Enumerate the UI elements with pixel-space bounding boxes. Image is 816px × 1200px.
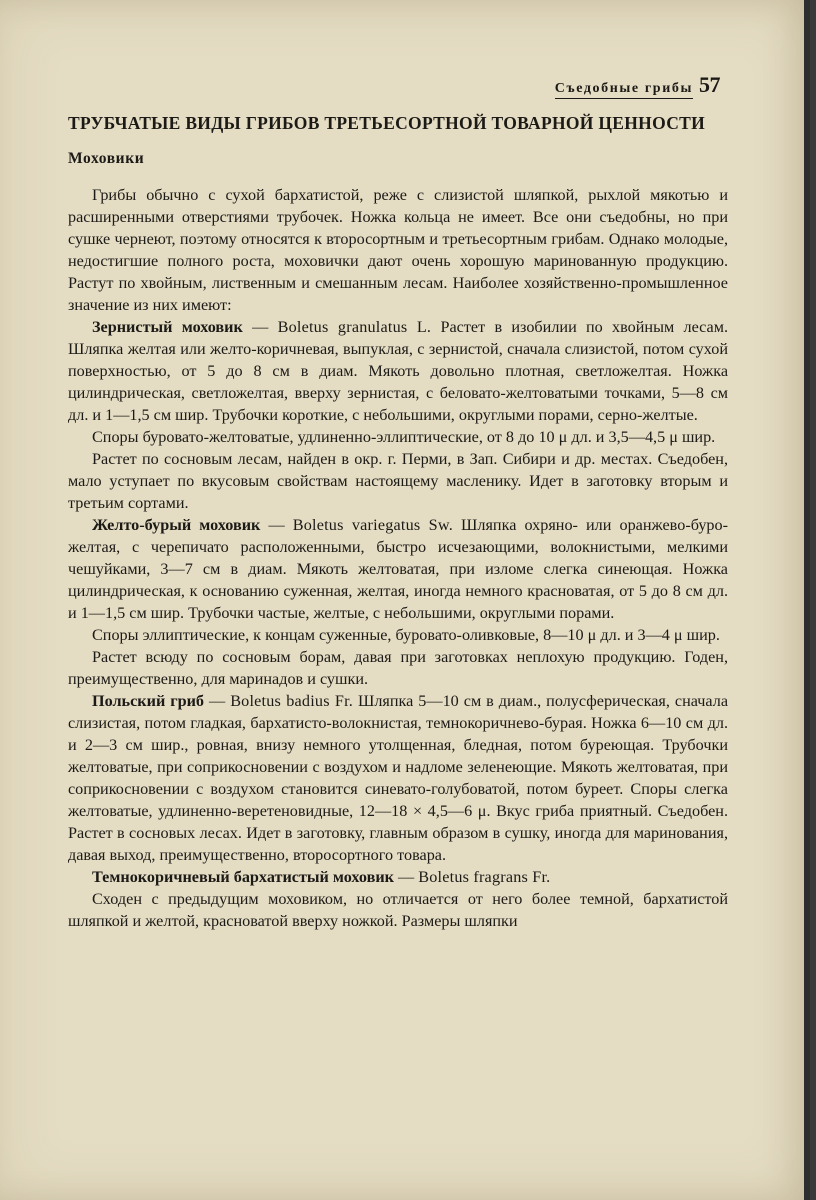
paragraph-species-granulatus bbox=[68, 316, 728, 426]
em-dash: — bbox=[242, 318, 278, 336]
paragraph-intro: Грибы обычно с сухой бархатистой, реже с слизистой шляпкой, рыхлой мякотью и расширенными отверстиями трубочек. Ножка кольца не имеет. Все они съедобны, но при сушке чернеют, поэтому относятся к второсортным и третьесортным грибам. Однако молодые, недостигшие полного роста, моховички дают очень хорошую маринованную продукцию. Растут по хвойным, лиственным и смешанным лесам. Наиболее хозяйственно-промышленное значение из них имеют: bbox=[68, 186, 728, 314]
species-description: Шляпка охряно- или оранжево-буро-желтая, с черепичато расположенными, быстро исчезающими, волокнистыми, мелкими чешуйками, 3—7 см в диам. Мякоть желтоватая, при изломе слегка синеющая. Ножка цилиндрическая, к основанию суженная, желтая, иногда немного красноватая, от 5 до 8 см дл. и 1—1,5 см шир. Трубочки частые, желтые, с небольшими, округлыми порами. bbox=[68, 516, 728, 622]
running-header bbox=[555, 72, 720, 99]
paragraph-species-badius bbox=[68, 690, 728, 866]
species-description: Шляпка 5—10 см в диам., полусферическая, сначала слизистая, потом гладкая, бархатисто-волокнистая, темнокоричнево-бурая. Ножка 6—10 см дл. и 2—3 см шир., ровная, внизу немного утолщенная, бледная, потом буреющая. Трубочки желтоватые, при соприкосновении с воздухом и надломе зеленеющие. Мякоть желтоватая, при соприкосновении с воздухом становится синевато-голубоватой, потом буреет. Споры слегка желтоватые, удлиненно-веретеновидные, 12—18 × 4,5—6 μ. Вкус гриба приятный. Съедобен. Растет в сосновых лесах. Идет в заготовку, главным образом в сушку, иногда для маринования, давая выход, преимущественно, второсортного товара. bbox=[68, 692, 729, 864]
species-name: Желто-бурый моховик bbox=[92, 516, 261, 534]
latin-name: Boletus granulatus L. bbox=[277, 318, 432, 336]
body-text bbox=[68, 184, 728, 932]
latin-name: Boletus fragrans Fr. bbox=[418, 868, 551, 886]
species-name: Польский гриб bbox=[92, 692, 205, 710]
em-dash: — bbox=[393, 868, 419, 886]
page-number: 57 bbox=[699, 72, 720, 97]
paragraph-species-fragrans bbox=[68, 866, 728, 888]
species-description: Растет в изобилии по хвойным лесам. Шляпка желтая или желто-коричневая, выпуклая, с зернистой, сначала слизистой, потом сухой поверхностью, от 5 до 8 см в диам. Мякоть довольно плотная, светложелтая. Ножка цилиндрическая, светложелтая, вверху зернистая, с беловато-желтоватыми точками, 5—8 см дл. и 1—1,5 см шир. Трубочки короткие, с небольшими, округлыми порами, серно-желтые. bbox=[68, 318, 729, 424]
section-title: ТРУБЧАТЫЕ ВИДЫ ГРИБОВ ТРЕТЬЕСОРТНОЙ ТОВАРНОЙ ЦЕННОСТИ bbox=[68, 113, 706, 133]
running-title: Съедобные грибы bbox=[555, 81, 693, 99]
paragraph-habitat-granulatus: Растет по сосновым лесам, найден в окр. г. Перми, в Зап. Сибири и др. местах. Съедобен, мало уступает по вкусовым свойствам настоящему масленику. Идет в заготовку вторым и третьим сортами. bbox=[68, 450, 728, 512]
paragraph-spores-variegatus: Споры эллиптические, к концам суженные, буровато-оливковые, 8—10 μ дл. и 3—4 μ шир. bbox=[92, 626, 720, 644]
em-dash: — bbox=[204, 692, 231, 710]
paragraph-species-variegatus bbox=[68, 514, 728, 624]
paragraph-spores-granulatus: Споры буровато-желтоватые, удлиненно-эллиптические, от 8 до 10 μ дл. и 3,5—4,5 μ шир. bbox=[92, 428, 716, 446]
latin-name: Boletus variegatus Sw. bbox=[292, 516, 453, 534]
page-edge bbox=[804, 0, 810, 1200]
species-name: Темнокоричневый бархатистый моховик bbox=[92, 868, 394, 886]
paragraph-description-fragrans: Сходен с предыдущим моховиком, но отличается от него более темной, бархатистой шляпкой и желтой, красноватой вверху ножкой. Размеры шляпки bbox=[68, 890, 728, 930]
latin-name: Boletus badius Fr. bbox=[230, 692, 354, 710]
paragraph-habitat-variegatus: Растет всюду по сосновым борам, давая при заготовках неплохую продукцию. Годен, преимущественно, для маринадов и сушки. bbox=[68, 648, 728, 688]
species-name: Зернистый моховик bbox=[92, 318, 243, 336]
em-dash: — bbox=[260, 516, 293, 534]
subsection-title: Моховики bbox=[68, 150, 145, 167]
